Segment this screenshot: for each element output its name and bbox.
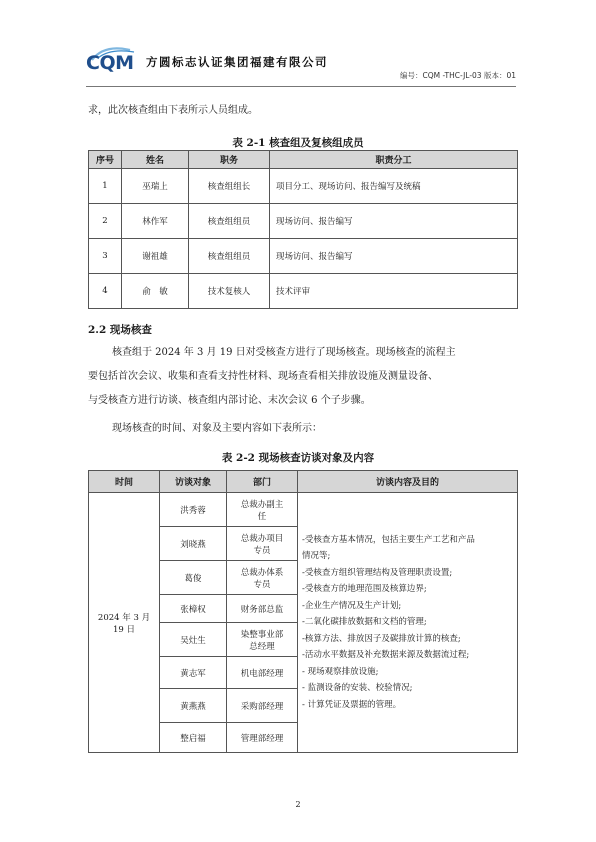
- table-row: [89, 204, 518, 239]
- table1-header-cell: 职责分工: [270, 151, 518, 169]
- content-line: - 计算凭证及票据的管理。: [302, 699, 402, 710]
- content-line: 情况等;: [302, 551, 331, 562]
- table-cell: 项目分工、现场访问、报告编写及统稿: [270, 169, 518, 204]
- interview-table: [88, 470, 518, 753]
- table2-header-cell: 访谈内容及目的: [298, 471, 518, 493]
- table-cell: 谢祖雄: [122, 239, 189, 274]
- table-cell: 整启福: [160, 723, 227, 753]
- company-name: 方圆标志认证集团福建有限公司: [146, 55, 328, 69]
- table-cell: [227, 493, 298, 527]
- table-cell: 技术复核人: [189, 274, 270, 309]
- table1-header-cell: 序号: [89, 151, 122, 169]
- table-row: [89, 274, 518, 309]
- dept-line: 总裁办体系: [240, 567, 284, 578]
- team-members-table: [88, 150, 518, 309]
- table1-header-cell: 姓名: [122, 151, 189, 169]
- interview-content-cell: [298, 493, 518, 753]
- table2-header-row: [89, 471, 518, 493]
- content-line: -企业生产情况及生产计划;: [302, 600, 402, 611]
- table-row: [89, 169, 518, 204]
- table2-caption: 表 2-2 现场核查访谈对象及内容: [221, 452, 375, 464]
- dept-line: 总裁办项目: [240, 533, 284, 544]
- table-row: [89, 239, 518, 274]
- table-cell: 管理部经理: [227, 723, 298, 753]
- table-cell: 财务部总监: [227, 595, 298, 623]
- dept-line: 总裁办副主: [240, 499, 284, 510]
- table-cell: 俞 敏: [122, 274, 189, 309]
- section-heading: 2.2 现场核查: [88, 324, 152, 336]
- table-cell: 核查组组员: [189, 204, 270, 239]
- page-header: [86, 40, 516, 88]
- dept-line: 专员: [253, 579, 271, 590]
- section-paragraph-line: 现场核查的时间、对象及主要内容如下表所示：: [112, 423, 322, 434]
- content-line: -活动水平数据及补充数据来源及数据流过程;: [302, 650, 470, 661]
- logo-text: CQM: [86, 52, 134, 74]
- table-cell: 机电部经理: [227, 657, 298, 689]
- section-paragraph-line: 要包括首次会议、收集和查看支持性材料、现场查看相关排放设施及测量设备、: [88, 371, 438, 382]
- table-cell: [227, 527, 298, 561]
- table-cell: [227, 623, 298, 657]
- table2-header-cell: 部门: [227, 471, 298, 493]
- table-cell: [227, 561, 298, 595]
- table-cell: 1: [89, 169, 122, 204]
- dept-line: 任: [257, 511, 267, 522]
- table1-header-cell: 职务: [189, 151, 270, 169]
- table-cell: 刘晓燕: [160, 527, 227, 561]
- table-row: [89, 493, 518, 527]
- content-line: - 现场观察排放设施;: [302, 666, 379, 677]
- table2-header-cell: 访谈对象: [160, 471, 227, 493]
- table-cell: 技术评审: [270, 274, 518, 309]
- content-line: -受核查方的地理范围及核算边界;: [302, 584, 427, 595]
- table-cell: 现场访问、报告编写: [270, 204, 518, 239]
- interview-date-line: 19 日: [112, 624, 136, 635]
- table1-header-row: [89, 151, 518, 169]
- table-cell: 林作军: [122, 204, 189, 239]
- dept-line: 专员: [253, 545, 271, 556]
- table-cell: 洪秀蓉: [160, 493, 227, 527]
- dept-line: 染整事业部: [240, 629, 284, 640]
- content-line: - 监测设备的安装、校验情况;: [302, 683, 413, 694]
- table-cell: 采购部经理: [227, 689, 298, 723]
- content-line: -二氧化碳排放数据和文档的管理;: [302, 617, 427, 628]
- content-line: -受核查方基本情况，包括主要生产工艺和产品: [302, 534, 475, 545]
- table1-caption: 表 2-1 核查组及复核组成员: [232, 137, 364, 149]
- table-cell: 4: [89, 274, 122, 309]
- interview-date-cell: [89, 493, 160, 753]
- table-cell: 张樟权: [160, 595, 227, 623]
- section-paragraph-line: 与受核查方进行访谈、核查组内部讨论、末次会议 6 个子步骤。: [88, 395, 371, 406]
- table-cell: 核查组组长: [189, 169, 270, 204]
- interview-date-line: 2024 年 3 月: [97, 612, 151, 623]
- dept-line: 总经理: [249, 641, 275, 652]
- table-cell: 核查组组员: [189, 239, 270, 274]
- table-cell: 巫瑞上: [122, 169, 189, 204]
- page-number: 2: [295, 800, 301, 809]
- table-cell: 现场访问、报告编写: [270, 239, 518, 274]
- table-cell: 葛俊: [160, 561, 227, 595]
- header-divider: [86, 86, 516, 87]
- table-cell: 3: [89, 239, 122, 274]
- document-number: 编号：CQM -THC-JL-03 版本：01: [399, 71, 516, 80]
- table-cell: 2: [89, 204, 122, 239]
- intro-paragraph: 求，此次核查组由下表所示人员组成。: [88, 105, 258, 116]
- table-cell: 吴灶生: [160, 623, 227, 657]
- table2-header-cell: 时间: [89, 471, 160, 493]
- table-cell: 黄志军: [160, 657, 227, 689]
- table-cell: 黄燕燕: [160, 689, 227, 723]
- content-line: -受核查方组织管理结构及管理职责设置;: [302, 567, 453, 578]
- content-line: -核算方法、排放因子及碳排放计算的核查;: [302, 633, 461, 644]
- company-logo: [86, 52, 134, 74]
- section-paragraph-line: 核查组于 2024 年 3 月 19 日对受核查方进行了现场核查。现场核查的流程主: [112, 347, 456, 358]
